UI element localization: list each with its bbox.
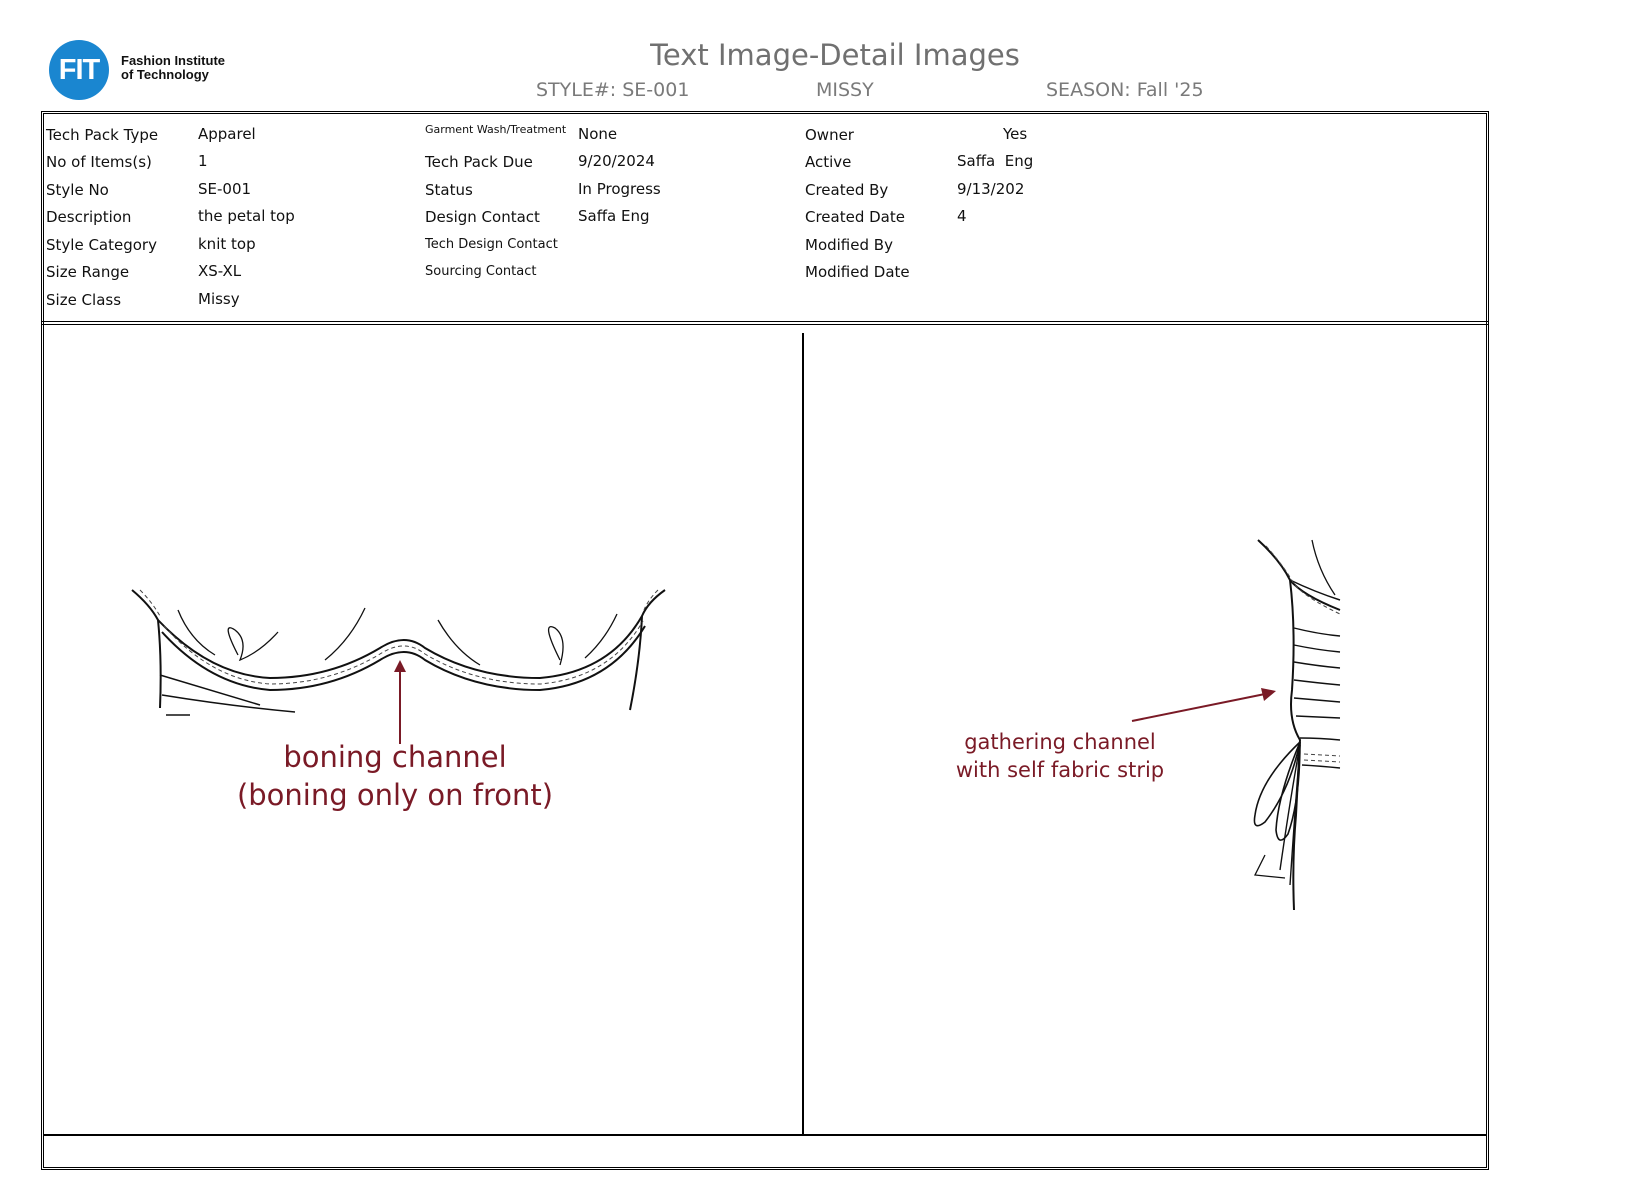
value-design-contact: Saffa Eng xyxy=(578,207,650,225)
label-modified-date: Modified Date xyxy=(805,263,910,281)
label-tech-design-contact: Tech Design Contact xyxy=(425,237,558,252)
gathering-callout-line-1: gathering channel xyxy=(964,730,1156,754)
fit-logo-text xyxy=(121,54,225,82)
label-created-by: Created By xyxy=(805,181,889,199)
panel-divider-bottom xyxy=(44,1134,1486,1136)
panel-divider-vertical xyxy=(802,333,804,1135)
value-created-date: 4 xyxy=(957,207,967,225)
value-style-category: knit top xyxy=(198,235,256,253)
info-divider xyxy=(41,321,1489,325)
gathering-arrow xyxy=(1130,685,1280,725)
boning-arrow xyxy=(390,660,410,746)
logo-line-2: of Technology xyxy=(121,67,209,82)
style-number: STYLE#: SE-001 xyxy=(536,79,690,101)
value-tech-pack-type: Apparel xyxy=(198,125,256,143)
size-class-heading: MISSY xyxy=(816,79,874,101)
season: SEASON: Fall '25 xyxy=(1046,79,1204,101)
value-owner: Yes xyxy=(1003,125,1028,143)
fit-logo-mark: FIT xyxy=(49,40,109,100)
label-tech-pack-type: Tech Pack Type xyxy=(46,126,159,144)
label-size-class: Size Class xyxy=(46,291,122,309)
boning-callout-line-2: (boning only on front) xyxy=(236,778,554,812)
value-description: the petal top xyxy=(198,207,295,225)
value-garment-wash: None xyxy=(578,125,618,143)
fit-logo xyxy=(49,40,249,100)
value-size-range: XS-XL xyxy=(198,262,242,280)
value-style-no: SE-001 xyxy=(198,180,252,198)
value-no-of-items: 1 xyxy=(198,152,208,170)
label-design-contact: Design Contact xyxy=(425,208,540,226)
label-owner: Owner xyxy=(805,126,854,144)
label-style-category: Style Category xyxy=(46,236,157,254)
value-created-by: 9/13/202 xyxy=(957,180,1025,198)
value-active: Saffa Eng xyxy=(957,152,1034,170)
label-created-date: Created Date xyxy=(805,208,905,226)
page-title: Text Image-Detail Images xyxy=(650,38,1020,72)
label-description: Description xyxy=(46,208,132,226)
label-garment-wash: Garment Wash/Treatment xyxy=(425,123,567,136)
gathering-channel-sketch xyxy=(1240,540,1360,920)
label-no-of-items: No of Items(s) xyxy=(46,153,152,171)
label-modified-by: Modified By xyxy=(805,236,893,254)
logo-line-1: Fashion Institute xyxy=(121,53,225,68)
gathering-channel-callout xyxy=(940,728,1180,784)
value-tech-pack-due: 9/20/2024 xyxy=(578,152,655,170)
label-style-no: Style No xyxy=(46,181,109,199)
label-size-range: Size Range xyxy=(46,263,130,281)
value-size-class: Missy xyxy=(198,290,240,308)
value-status: In Progress xyxy=(578,180,661,198)
label-tech-pack-due: Tech Pack Due xyxy=(425,153,533,171)
label-sourcing-contact: Sourcing Contact xyxy=(425,264,537,279)
label-status: Status xyxy=(425,181,473,199)
gathering-callout-line-2: with self fabric strip xyxy=(955,758,1165,782)
label-active: Active xyxy=(805,153,852,171)
boning-callout-line-1: boning channel xyxy=(283,740,507,774)
boning-channel-callout xyxy=(200,738,590,814)
